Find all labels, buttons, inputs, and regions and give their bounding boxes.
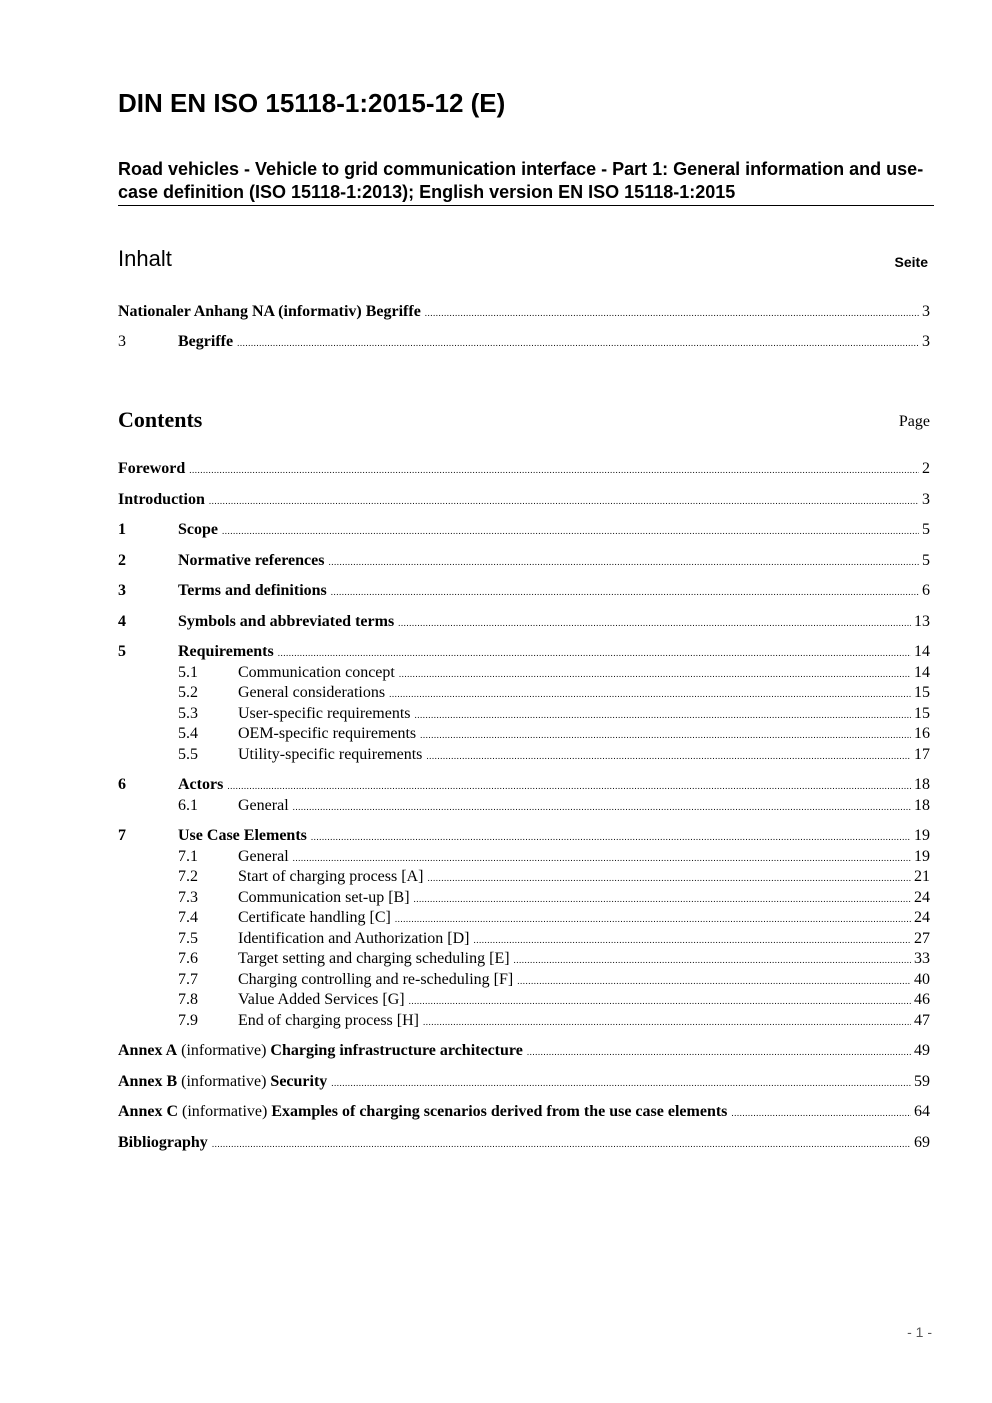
dot-leader [426, 746, 911, 766]
contents-page-label: Page [898, 413, 930, 430]
toc-entry-introduction[interactable] [118, 490, 930, 510]
dot-leader [293, 797, 911, 817]
toc-entry-label: Introduction [118, 491, 205, 508]
toc-entry-label: Value Added Services [G] [238, 991, 405, 1008]
toc-entry-page: 3 [922, 491, 930, 508]
dot-leader [427, 868, 911, 888]
toc-entry-number: 7.3 [178, 889, 198, 906]
toc-entry-number: 5 [118, 643, 126, 660]
dot-leader [293, 848, 911, 868]
contents-heading: Contents [118, 407, 203, 432]
toc-entry-number: 2 [118, 552, 126, 569]
toc-entry-requirements[interactable] [118, 642, 930, 662]
toc-entry-7-7[interactable] [118, 970, 930, 990]
dot-leader [527, 1042, 911, 1062]
toc-entry-number: 7.2 [178, 868, 198, 885]
toc-entry-page: 69 [914, 1134, 930, 1151]
inhalt-heading: Inhalt [118, 246, 172, 271]
toc-entry-actors[interactable] [118, 775, 930, 795]
toc-entry-page: 13 [914, 613, 930, 630]
toc-entry-page: 21 [914, 868, 930, 885]
document-title: DIN EN ISO 15118-1:2015-12 (E) [118, 88, 506, 118]
toc-entry-number: 6 [118, 776, 126, 793]
toc-entry-5-4[interactable] [118, 724, 930, 744]
toc-entry-begriffe[interactable] [118, 332, 930, 352]
toc-entry-page: 24 [914, 889, 930, 906]
annex-qualifier: (informative) [181, 1042, 267, 1059]
toc-entry-label: Communication concept [238, 664, 395, 681]
toc-entry-7-4[interactable] [118, 908, 930, 928]
toc-entry-label: General [238, 848, 289, 865]
toc-entry-page: 15 [914, 684, 930, 701]
annex-prefix: Annex A [118, 1042, 178, 1059]
toc-entry-page: 3 [922, 303, 930, 320]
toc-entry-label: Requirements [178, 643, 274, 660]
toc-entry-5-2[interactable] [118, 683, 930, 703]
annex-prefix: Annex C [118, 1103, 179, 1120]
dot-leader [399, 664, 911, 684]
toc-entry-page: 59 [914, 1073, 930, 1090]
toc-entry-page: 5 [922, 521, 930, 538]
toc-entry-page: 46 [914, 991, 930, 1008]
toc-entry-number: 1 [118, 521, 126, 538]
annex-title: Security [270, 1073, 328, 1090]
toc-entry-number: 7.5 [178, 930, 198, 947]
toc-entry-number: 7.8 [178, 991, 198, 1008]
toc-entry-number: 5.2 [178, 684, 198, 701]
dot-leader [423, 1012, 911, 1032]
toc-entry-label: Begriffe [178, 333, 234, 350]
dot-leader [189, 460, 919, 480]
toc-entry-page: 18 [914, 797, 930, 814]
dot-leader [398, 613, 911, 633]
annex-prefix: Annex B [118, 1073, 178, 1090]
dot-leader [227, 776, 911, 796]
toc-entry-terms-definitions[interactable] [118, 581, 930, 601]
toc-entry-label: Normative references [178, 552, 325, 569]
toc-entry-nationaler-anhang[interactable] [118, 302, 930, 322]
dot-leader [389, 684, 911, 704]
toc-entry-number: 7.4 [178, 909, 198, 926]
toc-entry-normative-references[interactable] [118, 551, 930, 571]
dot-leader [311, 827, 911, 847]
toc-entry-label: User-specific requirements [238, 705, 411, 722]
dot-leader [328, 552, 919, 572]
toc-entry-label: OEM-specific requirements [238, 725, 417, 742]
inhalt-header [118, 242, 934, 272]
toc-entry-label: Symbols and abbreviated terms [178, 613, 395, 630]
toc-entry-page: 49 [914, 1042, 930, 1059]
dot-leader [414, 889, 911, 909]
toc-entry-5-5[interactable] [118, 745, 930, 765]
dot-leader [278, 643, 911, 663]
toc-entry-label: Start of charging process [A] [238, 868, 424, 885]
dot-leader [514, 950, 911, 970]
annex-qualifier: (informative) [181, 1073, 267, 1090]
toc-entry-number: 5.5 [178, 746, 198, 763]
toc-entry-page: 14 [914, 664, 930, 681]
toc-entry-page: 64 [914, 1103, 930, 1120]
toc-entry-page: 19 [914, 827, 930, 844]
toc-entry-scope[interactable] [118, 520, 930, 540]
dot-leader [731, 1103, 911, 1123]
dot-leader [209, 491, 919, 511]
annex-qualifier: (informative) [182, 1103, 268, 1120]
toc-entry-label: Communication set-up [B] [238, 889, 410, 906]
toc-entry-7-1[interactable] [118, 847, 930, 867]
toc-entry-number: 5.4 [178, 725, 198, 742]
toc-entry-annex-a[interactable] [118, 1041, 930, 1061]
toc-entry-use-case-elements[interactable] [118, 826, 930, 846]
toc-entry-number: 3 [118, 582, 126, 599]
page-number: - 1 - [907, 1324, 932, 1340]
toc-entry-annex-b[interactable] [118, 1072, 930, 1092]
toc-entry-7-2[interactable] [118, 867, 930, 887]
dot-leader [222, 521, 919, 541]
toc-entry-page: 2 [922, 460, 930, 477]
toc-entry-page: 33 [914, 950, 930, 967]
dot-leader [420, 725, 911, 745]
toc-entry-number: 3 [118, 333, 126, 350]
dot-leader [415, 705, 912, 725]
toc-entry-7-5[interactable] [118, 929, 930, 949]
title-divider [118, 205, 934, 206]
toc-entry-number: 7 [118, 827, 126, 844]
toc-entry-7-6[interactable] [118, 949, 930, 969]
toc-entry-page: 40 [914, 971, 930, 988]
toc-entry-label: Target setting and charging scheduling [E] [238, 950, 510, 967]
toc-entry-number: 5.1 [178, 664, 198, 681]
toc-entry-label: Use Case Elements [178, 827, 307, 844]
toc-entry-7-8[interactable] [118, 990, 930, 1010]
toc-entry-label: Identification and Authorization [D] [238, 930, 470, 947]
toc-entry-number: 7.1 [178, 848, 198, 865]
dot-leader [212, 1134, 911, 1154]
toc-entry-label [118, 1102, 727, 1122]
toc-entry-page: 24 [914, 909, 930, 926]
inhalt-page-label: Seite [894, 254, 928, 270]
toc-entry-page: 14 [914, 643, 930, 660]
toc-entry-7-3[interactable] [118, 888, 930, 908]
annex-title: Charging infrastructure architecture [270, 1042, 523, 1059]
toc-entry-label: End of charging process [H] [238, 1012, 419, 1029]
toc-entry-page: 17 [914, 746, 930, 763]
toc-entry-annex-c[interactable] [118, 1102, 930, 1122]
toc-entry-label: General considerations [238, 684, 386, 701]
toc-entry-page: 6 [922, 582, 930, 599]
toc-entry-label [118, 1041, 523, 1061]
toc-entry-number: 4 [118, 613, 126, 630]
toc-entry-page: 3 [922, 333, 930, 350]
toc-entry-label: Charging controlling and re-scheduling [F] [238, 971, 514, 988]
toc-entry-page: 18 [914, 776, 930, 793]
toc-entry-page: 27 [914, 930, 930, 947]
toc-entry-label: Bibliography [118, 1134, 208, 1151]
toc-entry-6-1[interactable] [118, 796, 930, 816]
document-subtitle: Road vehicles - Vehicle to grid communication interface - Part 1: General information and use-case definition (ISO 15118-1:2013); English version EN ISO 15118-1:2015 [118, 159, 924, 202]
toc-entry-label: Nationaler Anhang NA (informativ) Begriffe [118, 303, 421, 320]
toc-entry-label [118, 1072, 327, 1092]
toc-entry-number: 7.6 [178, 950, 198, 967]
dot-leader [331, 582, 919, 602]
toc-entry-foreword[interactable] [118, 459, 930, 479]
toc-entry-5-1[interactable] [118, 663, 930, 683]
dot-leader [473, 930, 911, 950]
toc-entry-number: 7.7 [178, 971, 198, 988]
dot-leader [395, 909, 911, 929]
toc-entry-page: 19 [914, 848, 930, 865]
toc-entry-page: 15 [914, 705, 930, 722]
dot-leader [409, 991, 911, 1011]
toc-entry-number: 7.9 [178, 1012, 198, 1029]
toc-entry-number: 6.1 [178, 797, 198, 814]
toc-entry-7-9[interactable] [118, 1011, 930, 1031]
toc-entry-page: 47 [914, 1012, 930, 1029]
toc-entry-label: Utility-specific requirements [238, 746, 423, 763]
toc-entry-number: 5.3 [178, 705, 198, 722]
contents-header [118, 403, 930, 433]
dot-leader [331, 1073, 911, 1093]
toc-entry-label: General [238, 797, 289, 814]
dot-leader [425, 303, 919, 323]
toc-entry-label: Foreword [118, 460, 186, 477]
toc-entry-label: Scope [178, 521, 218, 538]
dot-leader [517, 971, 911, 991]
toc-entry-label: Certificate handling [C] [238, 909, 391, 926]
toc-entry-bibliography[interactable] [118, 1133, 930, 1153]
dot-leader [237, 333, 919, 353]
toc-entry-symbols-abbreviated[interactable] [118, 612, 930, 632]
toc-entry-page: 16 [914, 725, 930, 742]
toc-entry-page: 5 [922, 552, 930, 569]
toc-entry-5-3[interactable] [118, 704, 930, 724]
annex-title: Examples of charging scenarios derived from the use case elements [271, 1103, 728, 1120]
toc-entry-label: Actors [178, 776, 224, 793]
toc-entry-label: Terms and definitions [178, 582, 327, 599]
